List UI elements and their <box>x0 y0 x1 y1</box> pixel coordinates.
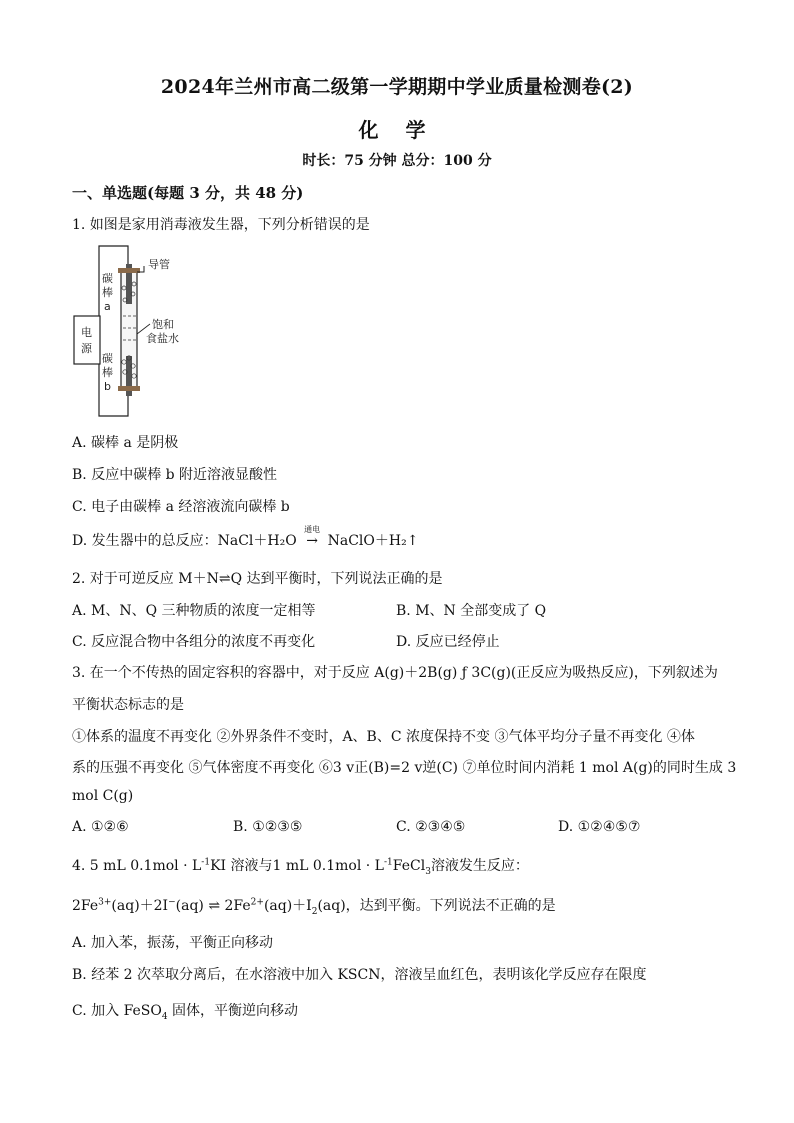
q4-sub: 3 <box>425 866 431 877</box>
rod-b-label-1: 碳 <box>102 352 113 365</box>
q3-option-d: D. ①②④⑤⑦ <box>558 819 641 835</box>
eq-part-1: 2Fe <box>72 898 99 914</box>
q4-option-c <box>72 1000 298 1022</box>
q2-stem: 2. 对于可逆反应 M＋N⇌Q 达到平衡时，下列说法正确的是 <box>72 571 443 587</box>
eq-part-3: (aq) ⇌ 2Fe <box>175 898 251 914</box>
q4-stem-mid-2: FeCl <box>392 858 426 874</box>
q3-option-a: A. ①②⑥ <box>72 819 129 835</box>
q3-stem-line1: 3. 在一个不传热的固定容积的容器中，对于反应 A(g)＋2B(g) ƒ 3C(g)(正反应为吸热反应)，下列叙述为 <box>72 665 718 681</box>
q4-sup-1: -1 <box>201 857 211 868</box>
eq-sup-1: 3+ <box>98 897 112 908</box>
rod-a-label-3: a <box>104 300 111 313</box>
q2-option-d: D. 反应已经停止 <box>396 634 500 650</box>
eq-part-5: (aq)，达到平衡。下列说法不正确的是 <box>317 898 556 914</box>
brine-label-1: 饱和 <box>152 318 174 331</box>
brine-label-2: 食盐水 <box>146 332 179 345</box>
rod-b-label-3: b <box>104 380 111 393</box>
outlet-label: 导管 <box>148 258 170 271</box>
q3-option-c: C. ②③④⑤ <box>396 819 466 835</box>
q4-option-c-prefix: C. 加入 FeSO <box>72 1003 162 1019</box>
q1-option-c: C. 电子由碳棒 a 经溶液流向碳棒 b <box>72 499 290 515</box>
q4-stem-mid-1: KI 溶液与1 mL 0.1mol · L <box>210 858 384 874</box>
q4-sup-2: -1 <box>383 857 393 868</box>
q4-option-c-suffix: 固体，平衡逆向移动 <box>167 1003 299 1019</box>
exam-title: 2024年兰州市高二级第一学期期中学业质量检测卷(2) <box>160 76 634 98</box>
rod-a-label-1: 碳 <box>102 272 113 285</box>
q3-conditions-line2: 系的压强不再变化 ⑤气体密度不再变化 ⑥3 v正(B)=2 v逆(C) ⑦单位时间内消耗 1 mol A(g)的同时生成 3 <box>72 760 737 776</box>
section-heading: 一、单选题(每题 3 分，共 48 分) <box>72 184 304 202</box>
q4-stem-prefix: 4. 5 mL 0.1mol · L <box>72 858 202 874</box>
q2-option-a: A. M、N、Q 三种物质的浓度一定相等 <box>72 603 316 619</box>
q4-option-a: A. 加入苯，振荡，平衡正向移动 <box>72 935 274 951</box>
eq-part-2: (aq)＋2I <box>111 898 169 914</box>
eq-sub: 2 <box>311 906 318 917</box>
rod-a-label-2: 棒 <box>102 286 113 299</box>
q2-option-b: B. M、N 全部变成了 Q <box>396 603 547 619</box>
electrolysis-diagram <box>72 244 212 418</box>
exam-meta: 时长：75 分钟 总分：100 分 <box>302 153 492 169</box>
reaction-arrow: 通电 → <box>301 533 323 549</box>
q1-stem: 1. 如图是家用消毒液发生器，下列分析错误的是 <box>72 217 370 233</box>
q1-option-d <box>72 525 419 550</box>
q4-stem <box>72 855 529 877</box>
power-label-2: 源 <box>81 342 92 355</box>
eq-sup-3: 2+ <box>250 897 264 908</box>
q1-option-d-prefix: D. 发生器中的总反应：NaCl＋H₂O <box>72 533 297 549</box>
q1-option-a: A. 碳棒 a 是阴极 <box>72 435 179 451</box>
q3-conditions-line3: mol C(g) <box>72 788 134 804</box>
q3-stem-line2: 平衡状态标志的是 <box>72 697 184 713</box>
q2-option-c: C. 反应混合物中各组分的浓度不再变化 <box>72 634 316 650</box>
q4-stem-end: 溶液发生反应： <box>430 858 529 874</box>
eq-sup-2: − <box>168 897 176 908</box>
arrow-condition: 通电 <box>304 525 321 534</box>
subject-title: 化 学 <box>358 118 436 142</box>
q3-option-b: B. ①②③⑤ <box>233 819 303 835</box>
q1-option-d-suffix: NaClO＋H₂↑ <box>327 533 419 549</box>
rod-b-label-2: 棒 <box>102 366 113 379</box>
q4-equation <box>72 895 556 917</box>
q4-option-c-sub: 4 <box>161 1011 168 1022</box>
q4-option-b: B. 经苯 2 次萃取分离后，在水溶液中加入 KSCN，溶液呈血红色，表明该化学反应存在限度 <box>72 967 647 983</box>
q1-option-b: B. 反应中碳棒 b 附近溶液显酸性 <box>72 467 278 483</box>
eq-part-4: (aq)＋I <box>263 898 312 914</box>
q3-conditions-line1: ①体系的温度不再变化 ②外界条件不变时，A、B、C 浓度保持不变 ③气体平均分子量不再变化 ④体 <box>72 729 695 745</box>
power-label-1: 电 <box>81 326 92 339</box>
